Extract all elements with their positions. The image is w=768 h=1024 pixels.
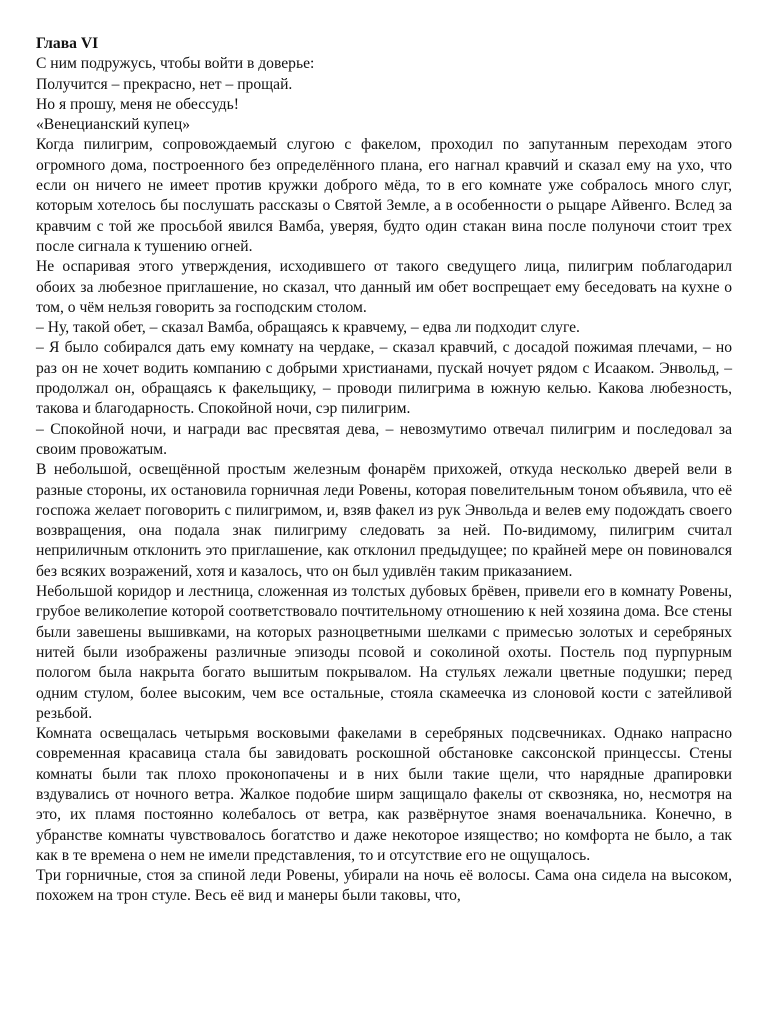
epigraph-line: С ним подружусь, чтобы войти в доверье: xyxy=(36,55,315,73)
dialogue-paragraph: – Ну, такой обет, – сказал Вамба, обращаясь к кравчему, – едва ли подходит слуге. xyxy=(36,319,580,337)
paragraph: В небольшой, освещённой простым железным фонарём прихожей, откуда несколько дверей вели в разные стороны, их остановила горничная леди Ровены, которая повелительным тоном объявила, что её госпожа желает поговорить с пилигримом, и, взяв факел из рук Энвольда и велев ему подождать своего возвращения, она подала знак пилигриму следовать за ней. По-видимому, пилигрим считал неприличным отклонить это приглашение, как отклонил предыдущее; по крайней мере он повиновался без всяких возражений, хотя и казалось, что он был удивлён таким приказанием. xyxy=(36,461,732,580)
paragraph: Не оспаривая этого утверждения, исходившего от такого сведущего лица, пилигрим поблагодарил обоих за любезное приглашение, но сказал, что данный им обет воспрещает ему беседовать на кухне о том, о чём нельзя говорить за господским столом. xyxy=(36,258,732,316)
dialogue-paragraph: – Спокойной ночи, и награди вас пресвятая дева, – невозмутимо отвечал пилигрим и последовал за своим провожатым. xyxy=(36,420,732,458)
chapter-heading: Глава VI xyxy=(36,35,99,52)
paragraph: Комната освещалась четырьмя восковыми факелами в серебряных подсвечниках. Однако напрасно современная красавица стала бы завидовать роскошной обстановке саксонской принцессы. Стены комнаты были так плохо проконопачены и в них были такие щели, что нарядные драпировки вздувались от ночного ветра. Жалкое подобие ширм защищало факелы от сквозняка, но, несмотря на это, их пламя постоянно колебалось от ветра, как развёрнутое знамя военачальника. Конечно, в убранстве комнаты чувствовалось богатство и даже некоторое изящество; но комфорта не было, а так как в те времена о нем не имели представления, то и отсутствие его не ощущалось. xyxy=(36,725,732,864)
paragraph: Небольшой коридор и лестница, сложенная из толстых дубовых брёвен, привели его в комнату Ровены, грубое великолепие которой соответствовало почтительному отношению к ней хозяина дома. Все стены были завешены вышивками, на которых разноцветными шелками с примесью золотых и серебряных нитей были изображены различные эпизоды псовой и соколиной охоты. Постель под пурпурным пологом была накрыта богато вышитым покрывалом. На стульях лежали цветные подушки; перед одним стулом, более высоким, чем все остальные, стояла скамеечка из слоновой кости с затейливой резьбой. xyxy=(36,583,732,722)
epigraph-line: Получится – прекрасно, нет – прощай. xyxy=(36,75,293,93)
epigraph-line: Но я прошу, меня не обессудь! xyxy=(36,95,239,113)
document-page xyxy=(36,34,732,907)
paragraph: Три горничные, стоя за спиной леди Ровены, убирали на ночь её волосы. Сама она сидела на высоком, похожем на трон стуле. Весь её вид и манеры были таковы, что, xyxy=(36,867,732,905)
epigraph-source: «Венецианский купец» xyxy=(36,116,190,134)
epigraph xyxy=(36,54,732,135)
paragraph: Когда пилигрим, сопровождаемый слугою с факелом, проходил по запутанным переходам этого огромного дома, построенного без определённого плана, его нагнал кравчий и сказал ему на ухо, что если он ничего не имеет против кружки доброго мёда, то в его комнате уже собралось много слуг, которым хотелось бы послушать рассказы о Святой Земле, а в особенности о рыцаре Айвенго. Вслед за кравчим с той же просьбой явился Вамба, уверяя, будто один стакан вина после полуночи стоит трех после сигнала к тушению огней. xyxy=(36,136,732,255)
dialogue-paragraph: – Я было собирался дать ему комнату на чердаке, – сказал кравчий, с досадой пожимая плечами, – но раз он не хочет водить компанию с добрыми христианами, пускай ночует рядом с Исааком. Энвольд, – продолжал он, обращаясь к факельщику, – проводи пилигрима в южную келью. Какова любезность, такова и благодарность. Спокойной ночи, сэр пилигрим. xyxy=(36,339,732,418)
